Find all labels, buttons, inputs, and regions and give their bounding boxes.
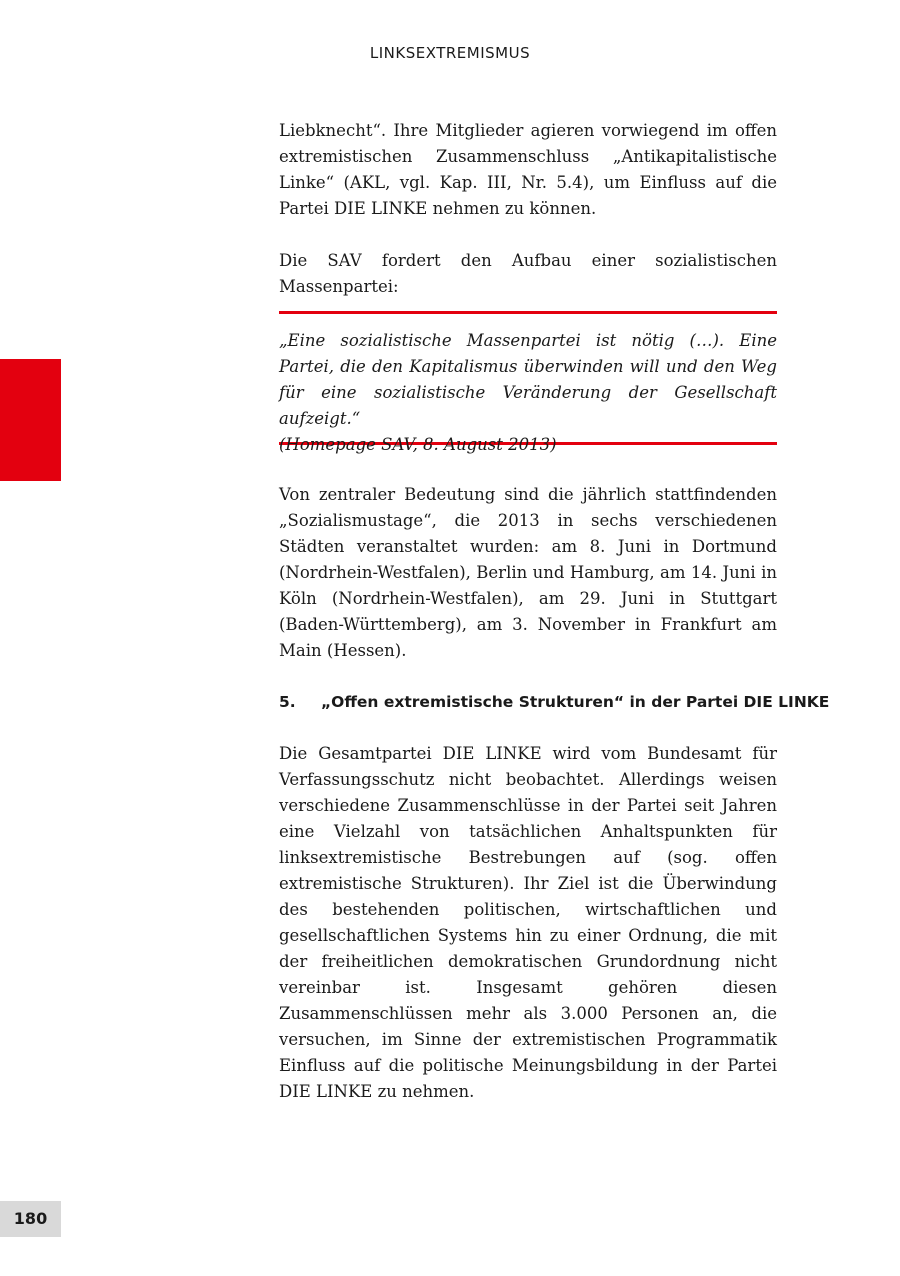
section-title: „Offen extremistische Strukturen“ in der Partei DIE LINKE — [321, 693, 830, 711]
paragraph-sav-demand: Die SAV fordert den Aufbau einer sozialistischen Massenpartei: — [279, 251, 777, 296]
quote-source: (Homepage SAV, 8. August 2013) — [279, 435, 557, 454]
body-text-bottom — [279, 741, 777, 1105]
running-header: LINKSEXTREMISMUS — [369, 44, 531, 62]
page-number: 180 — [0, 1201, 61, 1237]
quote-text: „Eine sozialistische Massenpartei ist nötig (…). Eine Partei, die den Kapitalismus überwinden will und den Weg für eine sozialistische Veränderung der Gesellschaft aufzeigt.“ — [279, 331, 777, 428]
body-text-top — [279, 118, 777, 300]
body-text-middle — [279, 482, 777, 664]
paragraph-sozialismustage: Von zentraler Bedeutung sind die jährlich stattfindenden „Sozialismustage“, die 2013 in sechs verschiedenen Städten veranstaltet wurden: am 8. Juni in Dortmund (Nordrhein-Westfalen), Berlin und Hamburg, am 14. Juni in Köln (Nordrhein-Westfalen), am 29. Juni in Stuttgart (Baden-Württemberg), am 3. November in Frankfurt am Main (Hessen). — [279, 485, 777, 660]
paragraph-gesamtpartei: Die Gesamtpartei DIE LINKE wird vom Bundesamt für Verfassungsschutz nicht beobachtet. Allerdings weisen verschiedene Zusammenschlüsse in der Partei seit Jahren eine Vielzahl von tatsächlichen Anhaltspunkten für linksextremistische Bestrebungen auf (sog. offen extremistische Strukturen). Ihr Ziel ist die Überwindung des bestehenden politischen, wirtschaftlichen und gesellschaftlichen Systems hin zu einer Ordnung, die mit der freiheitlichen demokratischen Grundordnung nicht vereinbar ist. Insgesamt gehören diesen Zusammenschlüssen mehr als 3.000 Personen an, die versuchen, im Sinne der extremistischen Programmatik Einfluss auf die politische Meinungsbildung in der Partei DIE LINKE zu nehmen. — [279, 744, 777, 1101]
quote-box — [279, 311, 777, 454]
paragraph-intro: Liebknecht“. Ihre Mitglieder agieren vorwiegend im offen extremistischen Zusammenschluss „Antikapitalistische Linke“ (AKL, vgl. Kap. III, Nr. 5.4), um Einfluss auf die Partei DIE LINKE nehmen zu können. — [279, 121, 777, 218]
chapter-marker-tab — [0, 359, 61, 481]
section-heading — [279, 690, 830, 714]
section-number: 5. — [279, 693, 296, 711]
